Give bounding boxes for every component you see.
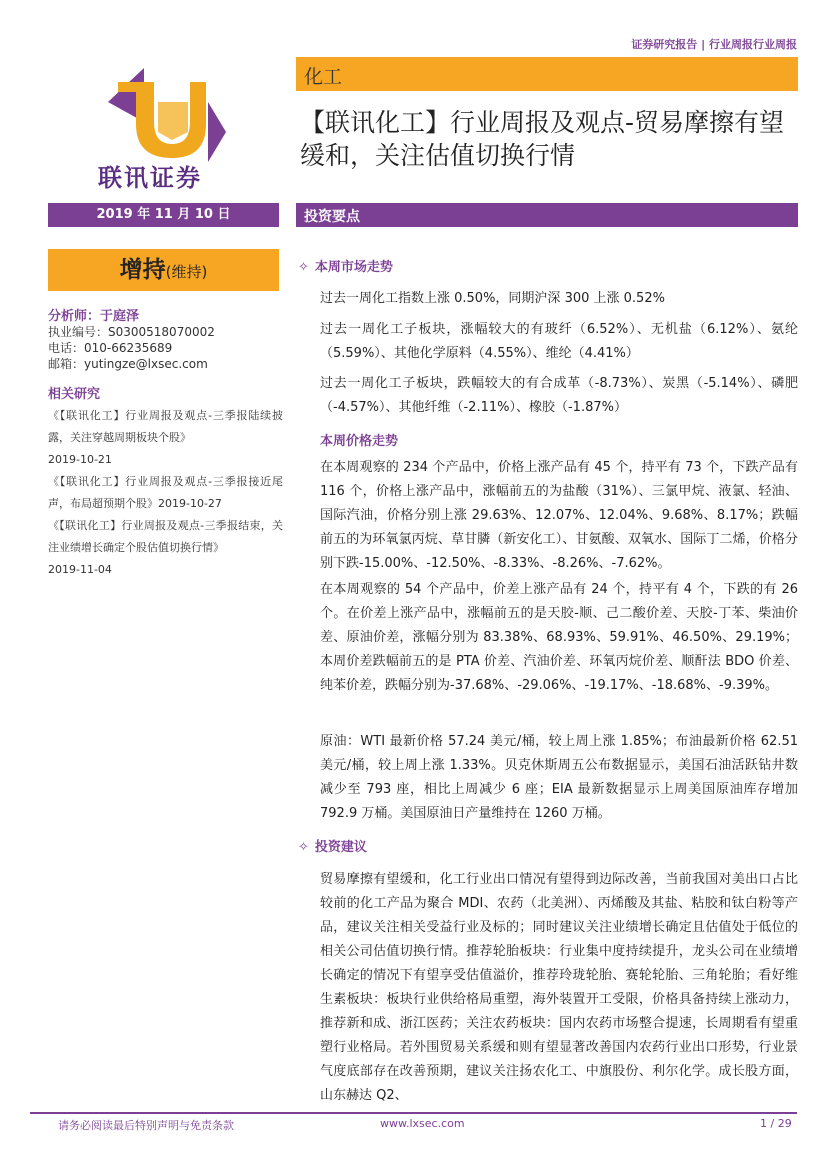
market-heading-label: 本周市场走势 [314, 260, 393, 275]
rating-main: 增持 [119, 257, 166, 283]
logo-purple-triangle-right [208, 102, 226, 162]
price-heading: 本周价格走势 [320, 434, 399, 449]
analyst-info [48, 305, 283, 372]
rating-sub: (维持) [165, 263, 208, 281]
related-item[interactable]: 《【联讯化工】行业周报及观点-三季报陆续披露，关注穿越周期板块个股》 [48, 409, 283, 444]
footer-website[interactable]: www.lxsec.com [380, 1117, 465, 1130]
related-research-list [48, 405, 283, 581]
sector-label: 化工 [304, 66, 343, 88]
diamond-icon: ✧ [298, 840, 309, 855]
market-para-2: 过去一周化工子板块，涨幅较大的有玻纤（6.52%）、无机盐（6.12%）、氨纶（5.59%）、其他化学原料（4.55%）、维纶（4.41%） [320, 322, 798, 361]
advice-para-1: 贸易摩擦有望缓和，化工行业出口情况有望得到边际改善，当前我国对美出口占比较前的化工产品为聚合 MDI、农药（北美洲）、丙烯酸及其盐、粘胶和钛白粉等产品，建议关注相关受益行业及标的；同时建议关注业绩增长确定且估值处于低位的相关公司估值切换行情。推荐轮胎板块：行业集中度持续提升，龙头公司在业绩增长确定的情况下有望享受估值溢价，推荐玲珑轮胎、赛轮轮胎、三角轮胎；看好维生素板块：板块行业供给格局重塑，海外装置开工受限，价格具备持续上涨动力，推荐新和成、浙江医药；关注农药板块：国内农药市场整合提速，长周期看有望重塑行业格局。若外围贸易关系缓和则有望显著改善国内农药行业出口形势，行业景气度底部存在改善预期，建议关注扬农化工、中旗股份、利尔化学。成长股方面，山东赫达 Q2、 [320, 872, 798, 1103]
report-date: 2019 年 11 月 10 日 [48, 203, 279, 227]
advice-heading [298, 836, 367, 855]
related-item-date: 2019-10-21 [48, 453, 112, 466]
price-para-3: 原油：WTI 最新价格 57.24 美元/桶，较上周上涨 1.85%；布油最新价格 62.51 美元/桶，较上周上涨 1.33%。贝克休斯周五公布数据显示，美国石油活跃钻井数减少至 793 座，相比上周减少 6 座；EIA 最新数据显示上周美国原油库存增加 792.9 万桶。美国原油日产量维持在 1260 万桶。 [320, 734, 798, 821]
market-para-1: 过去一周化工指数上涨 0.50%，同期沪深 300 上涨 0.52% [320, 291, 665, 306]
rating-box [48, 249, 279, 291]
related-item-date: 2019-11-04 [48, 563, 112, 576]
analyst-name: 分析师：于庭泽 [48, 309, 140, 324]
analyst-phone: 电话：010-66235689 [48, 341, 173, 355]
price-para-2: 在本周观察的 54 个产品中，价差上涨产品有 24 个，持平有 4 个，下跌的有 26 个。在价差上涨产品中，涨幅前五的是天胶-顺、己二酸价差、天胶-丁苯、柴油价差、原油价差，涨幅分别为 83.38%、68.93%、59.91%、46.50%、29.19%；本周价差跌幅前五的是 PTA 价差、汽油价差、环氧丙烷价差、顺酐法 BDO 价差、纯苯价差，跌幅分别为-37.68%、-29.06%、-19.17%、-18.68%、-9.39%。 [320, 582, 798, 693]
logo-inner-shape [158, 102, 188, 140]
related-research-title: 相关研究 [48, 387, 101, 402]
footer-divider [30, 1112, 797, 1114]
market-heading [298, 256, 393, 275]
advice-heading-label: 投资建议 [314, 840, 367, 855]
diamond-icon: ✧ [298, 260, 309, 275]
related-item[interactable]: 《【联讯化工】行业周报及观点-三季报结束，关注业绩增长确定个股估值切换行情》 [48, 519, 283, 554]
price-para-1: 在本周观察的 234 个产品中，价格上涨产品有 45 个，持平有 73 个，下跌产品有 116 个，价格上涨产品中，涨幅前五的为盐酸（31%）、三氯甲烷、液氯、轻油、国际汽油，价格分别上涨 29.63%、12.07%、12.04%、9.68%、8.17%；跌幅前五的为环氧氯丙烷、草甘膦（新安化工）、甘氨酸、双氧水、国际丁二烯，价格分别下跌-15.00%、-12.50%、-8.33%、-8.26%、-7.62%。 [320, 460, 798, 571]
report-title: 【联讯化工】行业周报及观点-贸易摩擦有望缓和，关注估值切换行情 [300, 108, 785, 170]
sector-bar [296, 57, 798, 91]
related-item[interactable]: 《【联讯化工】行业周报及观点-三季报接近尾声，布局超预期个股》2019-10-27 [48, 475, 283, 510]
footer-page-number: 1 / 29 [760, 1117, 792, 1130]
analyst-email: 邮箱：yutingze@lxsec.com [48, 357, 208, 371]
section-title: 投资要点 [304, 209, 360, 225]
report-type-header: 证券研究报告 | 行业周报行业周报 [631, 38, 797, 51]
section-bar [296, 203, 798, 227]
footer-disclaimer[interactable]: 请务必阅读最后特别声明与免责条款 [58, 1119, 234, 1132]
market-para-3: 过去一周化工子板块，跌幅较大的有合成革（-8.73%）、炭黑（-5.14%）、磷肥（-4.57%）、其他纤维（-2.11%）、橡胶（-1.87%） [320, 376, 798, 415]
logo-text: 联讯证券 [98, 163, 202, 192]
analyst-cert: 执业编号：S0300518070002 [48, 325, 215, 339]
